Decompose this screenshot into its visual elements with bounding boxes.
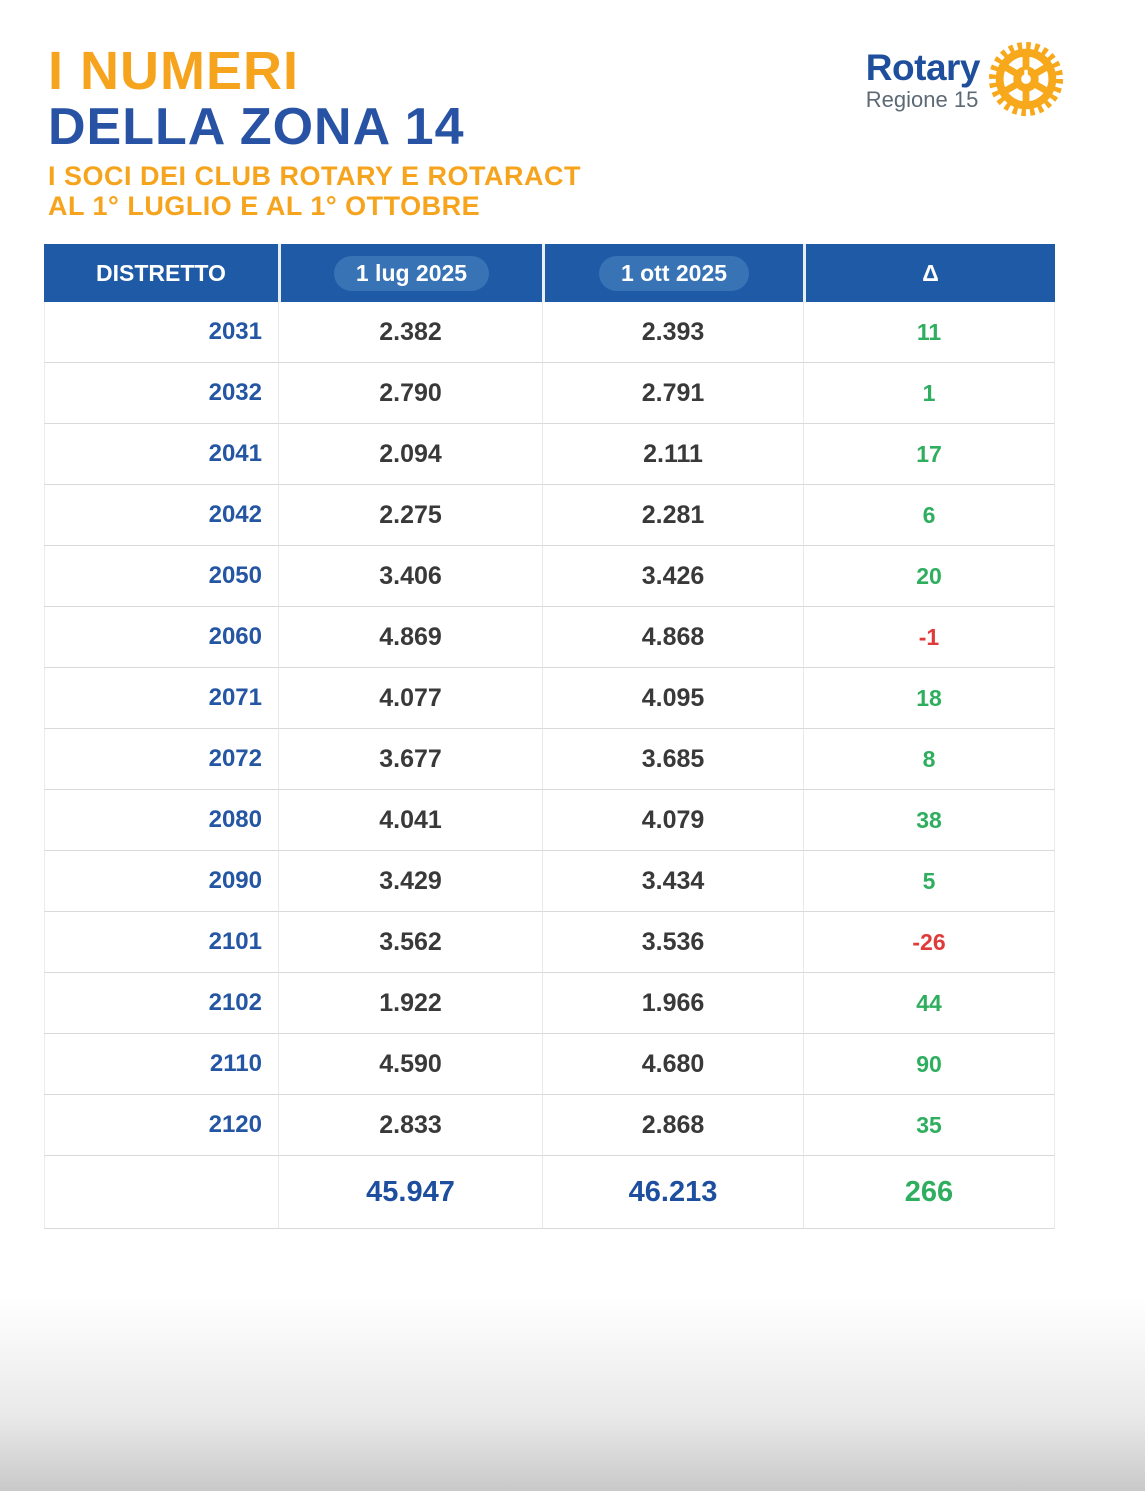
jul-value-cell: 2.790 bbox=[278, 363, 542, 424]
oct-value-cell: 3.685 bbox=[542, 729, 803, 790]
delta-cell: 8 bbox=[803, 729, 1055, 790]
oct-value-cell: 2.791 bbox=[542, 363, 803, 424]
oct-value-cell: 4.079 bbox=[542, 790, 803, 851]
delta-cell: -1 bbox=[803, 607, 1055, 668]
district-cell: 2110 bbox=[44, 1034, 278, 1095]
rotary-logo-text bbox=[866, 49, 980, 111]
oct-value-cell: 3.536 bbox=[542, 912, 803, 973]
table-row bbox=[44, 1034, 1055, 1095]
oct-value-cell: 2.111 bbox=[542, 424, 803, 485]
rotary-wordmark: Rotary bbox=[865, 47, 980, 88]
totals-delta-cell: 266 bbox=[803, 1156, 1055, 1229]
delta-cell: -26 bbox=[803, 912, 1055, 973]
table-row bbox=[44, 790, 1055, 851]
delta-cell: 1 bbox=[803, 363, 1055, 424]
col-header-1ott2025 bbox=[542, 244, 803, 302]
col-header-distretto-label: DISTRETTO bbox=[96, 259, 226, 286]
table-row bbox=[44, 1095, 1055, 1156]
delta-cell: 20 bbox=[803, 546, 1055, 607]
col-header-1lug2025 bbox=[278, 244, 542, 302]
jul-value-cell: 3.562 bbox=[278, 912, 542, 973]
oct-value-cell: 2.281 bbox=[542, 485, 803, 546]
oct-value-cell: 4.680 bbox=[542, 1034, 803, 1095]
delta-cell: 38 bbox=[803, 790, 1055, 851]
oct-value-cell: 2.393 bbox=[542, 302, 803, 363]
table-row bbox=[44, 973, 1055, 1034]
page-title-line1: I NUMERI bbox=[48, 41, 299, 101]
delta-cell: 18 bbox=[803, 668, 1055, 729]
delta-cell: 35 bbox=[803, 1095, 1055, 1156]
jul-value-cell: 2.275 bbox=[278, 485, 542, 546]
district-cell: 2050 bbox=[44, 546, 278, 607]
table-body bbox=[44, 302, 1055, 1156]
district-cell: 2102 bbox=[44, 973, 278, 1034]
oct-value-cell: 1.966 bbox=[542, 973, 803, 1034]
delta-cell: 17 bbox=[803, 424, 1055, 485]
jul-value-cell: 3.677 bbox=[278, 729, 542, 790]
district-cell: 2032 bbox=[44, 363, 278, 424]
table-header-row bbox=[44, 244, 1055, 302]
page-title-block bbox=[48, 41, 582, 221]
table-row bbox=[44, 851, 1055, 912]
table-row bbox=[44, 912, 1055, 973]
page-subtitle-line2: AL 1° LUGLIO E AL 1° OTTOBRE bbox=[48, 190, 481, 221]
jul-value-cell: 4.590 bbox=[278, 1034, 542, 1095]
table-row bbox=[44, 363, 1055, 424]
col-header-1lug2025-label: 1 lug 2025 bbox=[334, 256, 489, 291]
table-row bbox=[44, 485, 1055, 546]
oct-value-cell: 3.434 bbox=[542, 851, 803, 912]
jul-value-cell: 3.406 bbox=[278, 546, 542, 607]
jul-value-cell: 4.077 bbox=[278, 668, 542, 729]
table-row bbox=[44, 729, 1055, 790]
jul-value-cell: 2.833 bbox=[278, 1095, 542, 1156]
oct-value-cell: 3.426 bbox=[542, 546, 803, 607]
table-row bbox=[44, 424, 1055, 485]
delta-symbol: Δ bbox=[922, 259, 939, 286]
rotary-logo bbox=[866, 40, 1065, 118]
district-cell: 2101 bbox=[44, 912, 278, 973]
page-title-line2: DELLA ZONA 14 bbox=[48, 98, 465, 156]
jul-value-cell: 3.429 bbox=[278, 851, 542, 912]
membership-table bbox=[44, 244, 1055, 1229]
col-header-1ott2025-label: 1 ott 2025 bbox=[599, 256, 749, 291]
oct-value-cell: 4.095 bbox=[542, 668, 803, 729]
district-cell: 2080 bbox=[44, 790, 278, 851]
col-header-delta bbox=[803, 244, 1055, 302]
district-cell: 2031 bbox=[44, 302, 278, 363]
page-subtitle-line1: I SOCI DEI CLUB ROTARY E ROTARACT bbox=[48, 161, 582, 191]
district-cell: 2041 bbox=[44, 424, 278, 485]
col-header-distretto bbox=[44, 244, 278, 302]
table-row bbox=[44, 607, 1055, 668]
oct-value-cell: 4.868 bbox=[542, 607, 803, 668]
rotary-region-label: Regione 15 bbox=[865, 87, 979, 112]
delta-cell: 5 bbox=[803, 851, 1055, 912]
delta-cell: 90 bbox=[803, 1034, 1055, 1095]
totals-row bbox=[44, 1156, 1055, 1229]
district-cell: 2060 bbox=[44, 607, 278, 668]
delta-cell: 6 bbox=[803, 485, 1055, 546]
delta-cell: 11 bbox=[803, 302, 1055, 363]
totals-jul-cell: 45.947 bbox=[278, 1156, 542, 1229]
district-cell: 2042 bbox=[44, 485, 278, 546]
table-row bbox=[44, 668, 1055, 729]
jul-value-cell: 1.922 bbox=[278, 973, 542, 1034]
table-row bbox=[44, 546, 1055, 607]
totals-oct-cell: 46.213 bbox=[542, 1156, 803, 1229]
delta-cell: 44 bbox=[803, 973, 1055, 1034]
district-cell: 2071 bbox=[44, 668, 278, 729]
totals-empty-cell bbox=[44, 1156, 278, 1229]
district-cell: 2120 bbox=[44, 1095, 278, 1156]
rotary-wheel-icon bbox=[987, 40, 1065, 118]
jul-value-cell: 2.094 bbox=[278, 424, 542, 485]
district-cell: 2090 bbox=[44, 851, 278, 912]
district-cell: 2072 bbox=[44, 729, 278, 790]
jul-value-cell: 4.869 bbox=[278, 607, 542, 668]
jul-value-cell: 2.382 bbox=[278, 302, 542, 363]
oct-value-cell: 2.868 bbox=[542, 1095, 803, 1156]
jul-value-cell: 4.041 bbox=[278, 790, 542, 851]
table-row bbox=[44, 302, 1055, 363]
